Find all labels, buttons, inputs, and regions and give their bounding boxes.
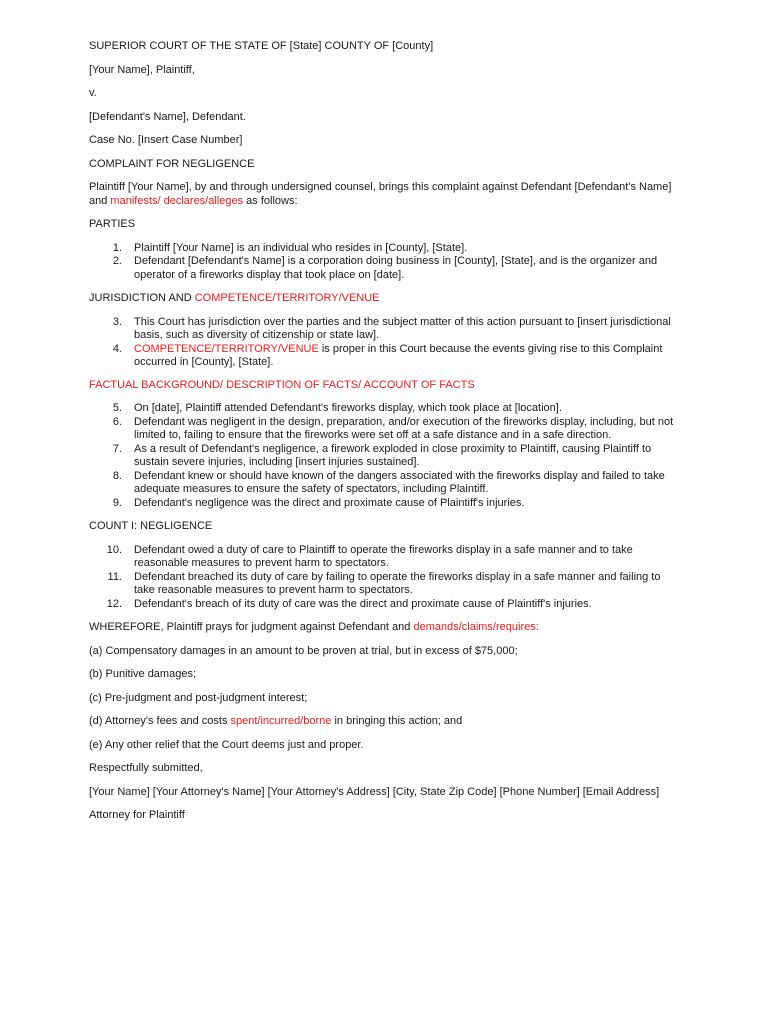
item-number: 11.: [107, 570, 122, 583]
plaintiff-line: [Your Name], Plaintiff,: [89, 63, 195, 76]
relief-d-highlight: spent/incurred/borne: [230, 715, 332, 727]
item-text: Plaintiff [Your Name] is an individual who resides in [County], [State].: [134, 241, 468, 254]
case-number: Case No. [Insert Case Number]: [89, 134, 243, 146]
parties-heading: PARTIES: [89, 218, 136, 230]
item-text: Defendant was negligent in the design, preparation, and/or execution of the fireworks display, including, but not limited to, failing to ensure that the fireworks were set off at a safe distance and in a safe direction.: [134, 415, 674, 441]
facts-list: [89, 402, 679, 510]
item-number: 3.: [112, 315, 122, 328]
list-item: [89, 544, 679, 571]
item-text: Defendant owed a duty of care to Plaintiff to operate the fireworks display in a safe manner and to take reasonable measures to prevent harm to spectators.: [134, 543, 633, 569]
item-number: 5.: [112, 402, 122, 414]
attorney-for-line: Attorney for Plaintiff: [89, 809, 185, 821]
item-text: Defendant knew or should have known of the dangers associated with the fireworks display and failed to take adequate measures to ensure the safety of spectators, including Plaintiff.: [134, 469, 665, 495]
intro-text: Plaintiff [Your Name], by and through undersigned counsel, brings this complaint against Defendant [Defendant's Name] and: [89, 181, 672, 207]
item-text: On [date], Plaintiff attended Defendant's fireworks display, which took place at [location].: [134, 402, 562, 414]
count-one-heading: COUNT I: NEGLIGENCE: [89, 520, 213, 532]
item-number: 8.: [112, 469, 122, 482]
relief-e: (e) Any other relief that the Court deems just and proper.: [89, 738, 364, 751]
item-number: 10.: [106, 543, 122, 556]
list-item: [89, 255, 679, 282]
relief-a: (a) Compensatory damages in an amount to be proven at trial, but in excess of $75,000;: [89, 644, 518, 657]
parties-list: [89, 242, 679, 283]
versus-line: v.: [89, 87, 97, 99]
list-item: [89, 571, 679, 598]
wherefore-paragraph: [89, 621, 679, 635]
list-item: [89, 497, 679, 511]
jurisdiction-heading-highlight: COMPETENCE/TERRITORY/VENUE: [194, 292, 380, 304]
relief-d-text: (d) Attorney's fees and costs: [89, 715, 231, 727]
item-number: 2.: [112, 255, 122, 267]
intro-text-end: as follows:: [243, 194, 298, 207]
complaint-document: [89, 40, 679, 833]
intro-highlight: manifests/ declares/alleges: [110, 194, 244, 207]
item-text: Defendant [Defendant's Name] is a corporation doing business in [County], [State], and is the organizer and operator of a fireworks display that took place on [date].: [134, 255, 658, 281]
item-number: 4.: [112, 342, 122, 355]
court-heading: SUPERIOR COURT OF THE STATE OF [State] COUNTY OF [County]: [89, 40, 434, 52]
relief-d-text-end: in bringing this action; and: [331, 715, 463, 727]
jurisdiction-list: [89, 316, 679, 370]
item-number: 12.: [106, 597, 122, 610]
list-item: [89, 242, 679, 256]
closing-line: Respectfully submitted,: [89, 762, 203, 774]
list-item: [89, 343, 679, 370]
item-text: This Court has jurisdiction over the parties and the subject matter of this action pursuant to [insert jurisdictional basis, such as diversity of citizenship or state law].: [134, 315, 671, 341]
item-text: As a result of Defendant's negligence, a firework exploded in close proximity to Plaintiff, causing Plaintiff to sustain severe injuries, including [insert injuries sustained].: [134, 442, 652, 468]
list-item: [89, 402, 679, 416]
item-number: 7.: [112, 442, 122, 455]
item-text: Defendant breached its duty of care by failing to operate the fireworks display in a safe manner and failing to take reasonable measures to prevent harm to spectators.: [134, 570, 661, 596]
list-item: [89, 443, 679, 470]
complaint-title: COMPLAINT FOR NEGLIGENCE: [89, 157, 255, 170]
item-text: Defendant's breach of its duty of care was the direct and proximate cause of Plaintiff's injuries.: [134, 597, 592, 610]
list-item: [89, 316, 679, 343]
facts-heading: FACTUAL BACKGROUND/ DESCRIPTION OF FACTS/ ACCOUNT OF FACTS: [89, 378, 475, 391]
relief-c: (c) Pre-judgment and post-judgment interest;: [89, 691, 308, 704]
item-number: 6.: [112, 415, 122, 428]
list-item: [89, 470, 679, 497]
relief-d: [89, 715, 679, 729]
relief-b: (b) Punitive damages;: [89, 668, 196, 680]
jurisdiction-heading: [89, 292, 679, 306]
signature-block: [Your Name] [Your Attorney's Name] [Your Attorney's Address] [City, State Zip Code] [Phone Number] [Email Address]: [89, 785, 660, 798]
jurisdiction-heading-text: JURISDICTION AND: [89, 292, 195, 304]
item-highlight: COMPETENCE/TERRITORY/VENUE: [134, 342, 319, 355]
wherefore-text: WHEREFORE, Plaintiff prays for judgment against Defendant and: [89, 621, 414, 633]
defendant-line: [Defendant's Name], Defendant.: [89, 110, 246, 123]
list-item: [89, 598, 679, 612]
intro-paragraph: [89, 181, 679, 208]
count-one-list: [89, 544, 679, 612]
wherefore-highlight: demands/claims/requires:: [413, 621, 539, 633]
item-text: Defendant's negligence was the direct and proximate cause of Plaintiff's injuries.: [134, 496, 525, 509]
list-item: [89, 416, 679, 443]
item-number: 9.: [112, 496, 122, 509]
item-number: 1.: [112, 241, 122, 254]
item-text: is proper in this Court because the events giving rise to this Complaint occurred in [County], [State].: [134, 342, 663, 368]
